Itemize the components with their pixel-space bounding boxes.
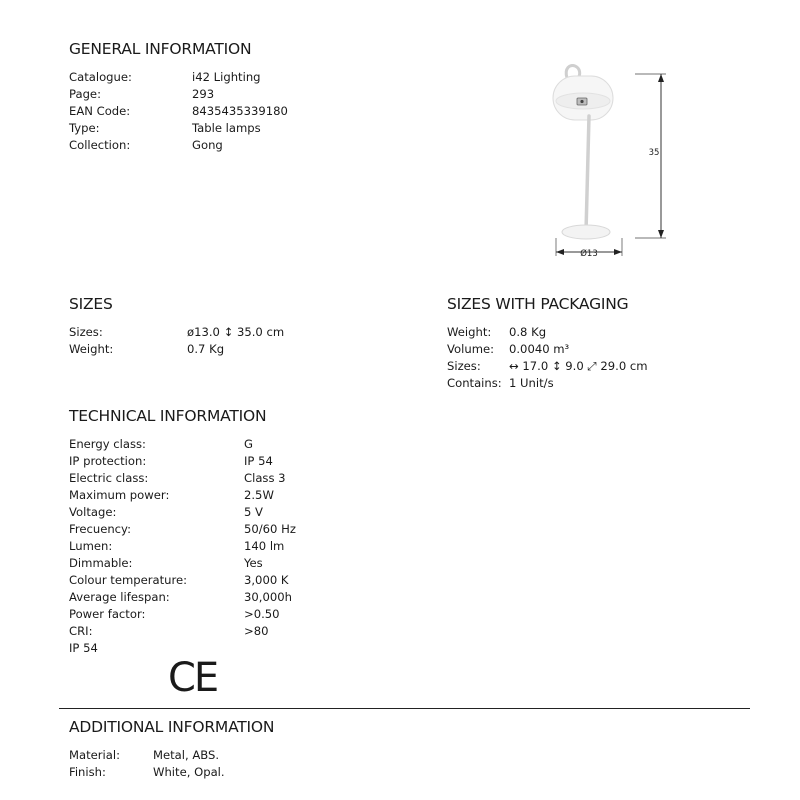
- row-label: Lumen:: [69, 539, 113, 553]
- row-label: Colour temperature:: [69, 573, 188, 587]
- row-label: Sizes:: [69, 325, 103, 339]
- row-value: 293: [192, 87, 215, 101]
- lamp-base: [562, 225, 610, 239]
- row-value: Yes: [244, 556, 263, 570]
- row-label: Sizes:: [447, 359, 481, 373]
- row-label: CRI:: [69, 624, 93, 638]
- row-label: Page:: [69, 87, 101, 101]
- row-value: Class 3: [244, 471, 286, 485]
- row-value: 30,000h: [244, 590, 292, 604]
- row-label: Frecuency:: [69, 522, 131, 536]
- row-value: 8435435339180: [192, 104, 288, 118]
- height-dimension-label: 35: [648, 148, 660, 158]
- row-value: 3,000 K: [244, 573, 289, 587]
- lamp-stem: [586, 116, 589, 232]
- diameter-arrow-right: [614, 249, 622, 255]
- row-value: 5 V: [244, 505, 263, 519]
- section-divider: [59, 708, 750, 709]
- diameter-arrow-left: [556, 249, 564, 255]
- row-value: >0.50: [244, 607, 280, 621]
- row-label: Weight:: [69, 342, 114, 356]
- lamp-switch-dot: [580, 100, 583, 103]
- ce-mark-icon: CE: [168, 655, 218, 701]
- row-value: i42 Lighting: [192, 70, 261, 84]
- row-label: Catalogue:: [69, 70, 132, 84]
- row-label: Energy class:: [69, 437, 146, 451]
- row-value: Gong: [192, 138, 223, 152]
- row-value: >80: [244, 624, 269, 638]
- row-value: G: [244, 437, 253, 451]
- row-value: ø13.0 ↕ 35.0 cm: [187, 325, 285, 339]
- row-label: Finish:: [69, 765, 106, 779]
- row-label: Electric class:: [69, 471, 149, 485]
- additional-info-heading: ADDITIONAL INFORMATION: [69, 718, 275, 736]
- row-value: 1 Unit/s: [509, 376, 554, 390]
- row-value: 0.7 Kg: [187, 342, 225, 356]
- row-value: IP 54: [244, 454, 273, 468]
- technical-info-heading: TECHNICAL INFORMATION: [69, 407, 267, 425]
- packaging-heading: SIZES WITH PACKAGING: [447, 295, 629, 313]
- height-arrow-bottom: [658, 230, 664, 238]
- row-value: 50/60 Hz: [244, 522, 296, 536]
- row-value: 2.5W: [244, 488, 274, 502]
- row-label: EAN Code:: [69, 104, 131, 118]
- lamp-dimension-drawing: [540, 60, 680, 265]
- height-arrow-top: [658, 74, 664, 82]
- row-value: 0.8 Kg: [509, 325, 547, 339]
- row-label: Average lifespan:: [69, 590, 170, 604]
- diameter-dimension-label: Ø13: [580, 249, 598, 259]
- row-label: Material:: [69, 748, 121, 762]
- row-label: Contains:: [447, 376, 502, 390]
- general-info-heading: GENERAL INFORMATION: [69, 40, 252, 58]
- row-label: IP protection:: [69, 454, 147, 468]
- row-label: Collection:: [69, 138, 131, 152]
- row-value: ↔ 17.0 ↕ 9.0 ⤢ 29.0 cm: [509, 359, 648, 373]
- row-value: Metal, ABS.: [153, 748, 220, 762]
- row-value: White, Opal.: [153, 765, 225, 779]
- row-value: 140 lm: [244, 539, 285, 553]
- ip-rating-note: IP 54: [69, 641, 98, 655]
- sizes-heading: SIZES: [69, 295, 113, 313]
- row-value: Table lamps: [192, 121, 261, 135]
- row-label: Type:: [69, 121, 100, 135]
- row-label: Voltage:: [69, 505, 117, 519]
- row-label: Maximum power:: [69, 488, 170, 502]
- row-label: Weight:: [447, 325, 492, 339]
- row-label: Dimmable:: [69, 556, 133, 570]
- row-label: Power factor:: [69, 607, 146, 621]
- row-value: 0.0040 m³: [509, 342, 570, 356]
- row-label: Volume:: [447, 342, 495, 356]
